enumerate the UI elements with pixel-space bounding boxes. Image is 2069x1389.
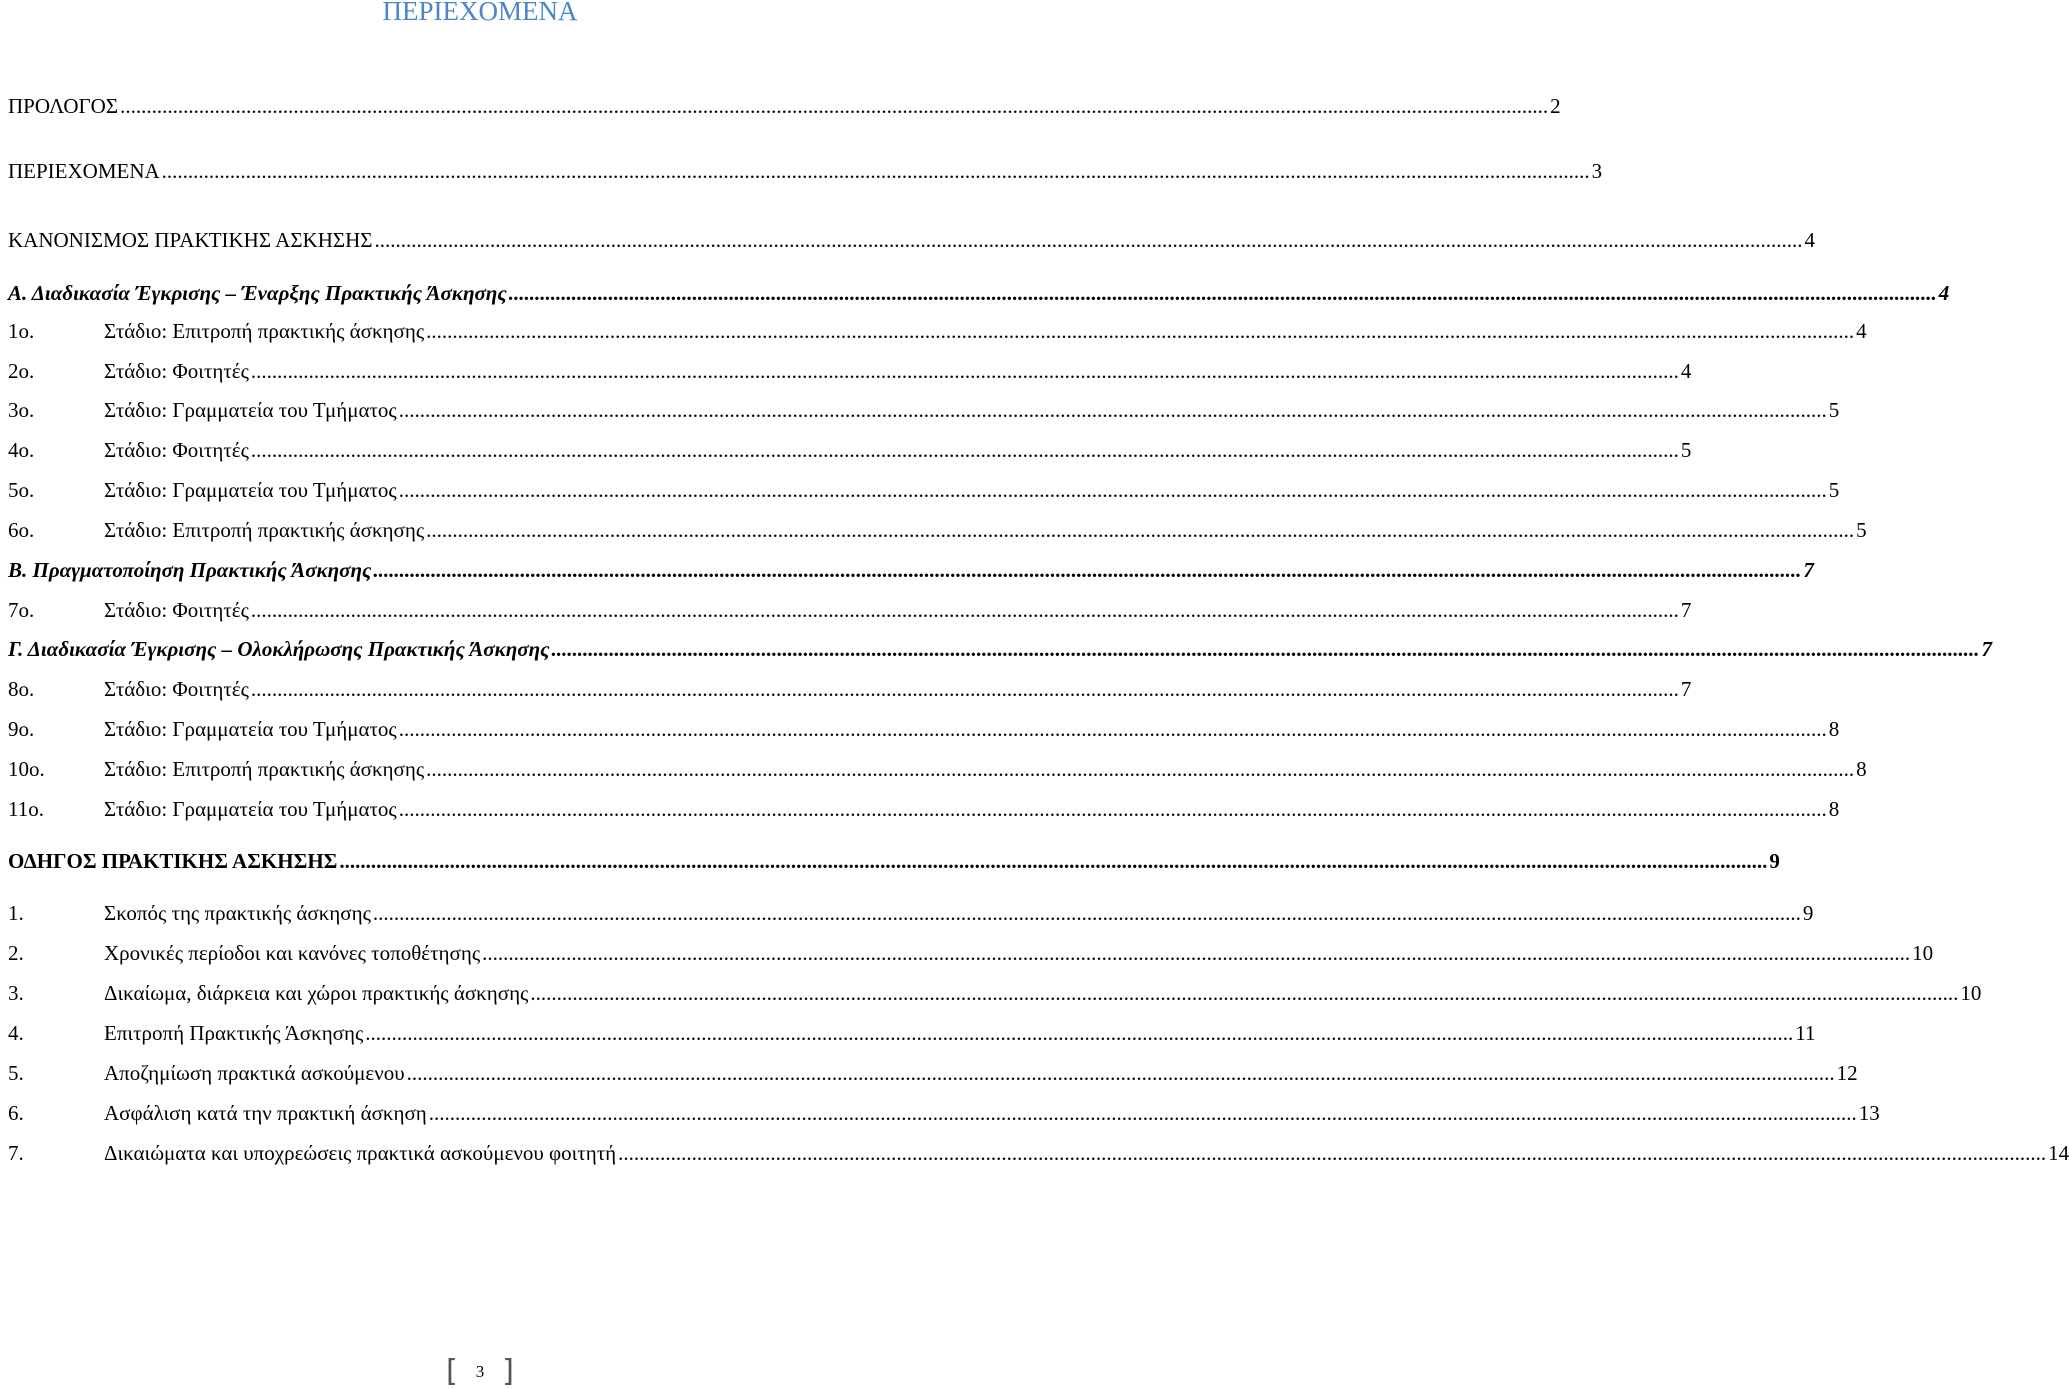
toc-entry-label: Στάδιο: Γραμματεία του Τμήματος [104, 478, 397, 502]
toc-entry-number: 4ο. [8, 438, 35, 462]
toc-entry-page-number: 7 [1981, 637, 1992, 661]
toc-entry-page-number: 5 [1828, 398, 1840, 422]
toc-entry-number: 10ο. [8, 757, 45, 781]
toc-entry-number: 7. [8, 1141, 24, 1165]
toc-entry-label: Ασφάλιση κατά την πρακτική άσκηση [104, 1101, 427, 1125]
toc-entry-page-number: 7 [1680, 677, 1692, 701]
toc-entry-number: 5ο. [8, 478, 35, 502]
dot-leader [162, 158, 1590, 184]
toc-entry-label: Δικαιώματα και υποχρεώσεις πρακτικά ασκούμενου φοιτητή [104, 1141, 617, 1165]
dot-leader [399, 477, 1827, 503]
toc-entry-label: Στάδιο: Φοιτητές [104, 359, 249, 383]
toc-entry-label: Β. Πραγματοποίηση Πρακτικής Άσκησης [8, 558, 372, 582]
toc-entry-page-number: 7 [1680, 598, 1692, 622]
toc-entry-page-number: 8 [1856, 757, 1867, 781]
toc-entry[interactable] [8, 280, 1950, 306]
dot-leader [373, 900, 1801, 926]
toc-entry-label: Στάδιο: Επιτροπή πρακτικής άσκησης [104, 319, 425, 343]
page-title: ΠΕΡΙΕΧΟΜΕΝΑ [382, 0, 578, 26]
dot-leader [482, 940, 1910, 966]
toc-entry-page-number: 8 [1828, 797, 1840, 821]
toc-entry-page-number: 9 [1769, 849, 1780, 873]
toc-entry-page-number: 3 [1591, 159, 1603, 183]
toc-entry-number: 7ο. [8, 598, 35, 622]
dot-leader [426, 517, 1854, 543]
footer-page-number: 3 [475, 1362, 485, 1381]
toc-entry-label: ΟΔΗΓΟΣ ΠΡΑΚΤΙΚΗΣ ΑΣΚΗΣΗΣ [8, 849, 338, 873]
dot-leader [251, 358, 1679, 384]
toc-entry-label: Στάδιο: Φοιτητές [104, 677, 249, 701]
toc-entry-page-number: 5 [1828, 478, 1840, 502]
toc-entry-label: Α. Διαδικασία Έγκρισης – Έναρξης Πρακτικής Άσκησης [8, 281, 507, 305]
page-footer [440, 1356, 520, 1388]
dot-leader [426, 756, 1854, 782]
toc-entry-label: ΠΡΟΛΟΓΟΣ [8, 94, 119, 118]
toc-entry-page-number: 11 [1795, 1021, 1816, 1045]
toc-entry-page-number: 10 [1960, 981, 1982, 1005]
toc-entry[interactable] [8, 716, 1840, 742]
toc-entry[interactable] [8, 397, 1840, 423]
toc-entry-page-number: 7 [1803, 558, 1814, 582]
toc-entry-page-number: 2 [1550, 94, 1561, 118]
toc-entry-label: Στάδιο: Φοιτητές [104, 598, 249, 622]
toc-entry-number: 2. [8, 941, 24, 965]
toc-entry-label: Στάδιο: Γραμματεία του Τμήματος [104, 797, 397, 821]
toc-entry-label: Σκοπός της πρακτικής άσκησης [104, 901, 371, 925]
toc-entry-number: 5. [8, 1061, 24, 1085]
toc-entry-label: ΠΕΡΙΕΧΟΜΕΝΑ [8, 159, 160, 183]
right-brace-ornament: ] [502, 1354, 514, 1389]
toc-entry-page-number: 14 [2048, 1141, 2069, 1165]
toc-entry-number: 4. [8, 1021, 24, 1045]
dot-leader [530, 980, 1958, 1006]
toc-entry-label: Αποζημίωση πρακτικά ασκούμενου [104, 1061, 405, 1085]
toc-entry[interactable] [8, 756, 1867, 782]
toc-entry[interactable] [8, 557, 1814, 583]
dot-leader [399, 397, 1827, 423]
toc-entry[interactable] [8, 940, 1934, 966]
toc-entry-label: Δικαίωμα, διάρκεια και χώροι πρακτικής άσκησης [104, 981, 529, 1005]
toc-entry-page-number: 12 [1836, 1061, 1858, 1085]
toc-entry-page-number: 4 [1938, 281, 1950, 305]
dot-leader [365, 1020, 1793, 1046]
toc-entry[interactable] [8, 1140, 2069, 1166]
toc-entry-page-number: 4 [1856, 319, 1867, 343]
toc-entry[interactable] [8, 318, 1867, 344]
toc-entry[interactable] [8, 93, 1561, 119]
toc-entry[interactable] [8, 676, 1692, 702]
toc-entry-number: 6. [8, 1101, 24, 1125]
toc-entry-page-number: 8 [1828, 717, 1840, 741]
dot-leader [618, 1140, 2046, 1166]
toc-entry-label: Στάδιο: Γραμματεία του Τμήματος [104, 398, 397, 422]
toc-entry-label: Γ. Διαδικασία Έγκρισης – Ολοκλήρωσης Πρακτικής Άσκησης [8, 637, 550, 661]
toc-entry[interactable] [8, 358, 1692, 384]
dot-leader [373, 557, 1801, 583]
toc-entry-number: 11ο. [8, 797, 44, 821]
dot-leader [375, 227, 1803, 253]
toc-entry-number: 6ο. [8, 518, 35, 542]
toc-entry-label: Στάδιο: Επιτροπή πρακτικής άσκησης [104, 757, 425, 781]
dot-leader [120, 93, 1548, 119]
toc-entry-number: 3ο. [8, 398, 35, 422]
toc-entry-number: 9ο. [8, 717, 35, 741]
toc-entry-label: Χρονικές περίοδοι και κανόνες τοποθέτησης [104, 941, 481, 965]
toc-entry[interactable] [8, 477, 1840, 503]
dot-leader [251, 676, 1679, 702]
toc-entry[interactable] [8, 227, 1815, 253]
dot-leader [551, 636, 1979, 662]
dot-leader [339, 848, 1767, 874]
toc-entry-number: 3. [8, 981, 24, 1005]
toc-entry-number: 8ο. [8, 677, 35, 701]
dot-leader [407, 1060, 1835, 1086]
toc-entry-label: Στάδιο: Φοιτητές [104, 438, 249, 462]
toc-entry[interactable] [8, 158, 1603, 184]
dot-leader [251, 597, 1679, 623]
toc-entry-label: ΚΑΝΟΝΙΣΜΟΣ ΠΡΑΚΤΙΚΗΣ ΑΣΚΗΣΗΣ [8, 228, 373, 252]
toc-entry-label: Επιτροπή Πρακτικής Άσκησης [104, 1021, 364, 1045]
toc-entry[interactable] [8, 636, 1992, 662]
toc-entry-label: Στάδιο: Επιτροπή πρακτικής άσκησης [104, 518, 425, 542]
dot-leader [251, 437, 1679, 463]
toc-entry[interactable] [8, 597, 1692, 623]
left-brace-ornament: [ [446, 1354, 458, 1389]
toc-entry-page-number: 4 [1804, 228, 1815, 252]
toc-entry[interactable] [8, 900, 1814, 926]
dot-leader [426, 318, 1854, 344]
toc-entry-page-number: 10 [1912, 941, 1934, 965]
toc-entry-page-number: 13 [1858, 1101, 1880, 1125]
toc-entry[interactable] [8, 796, 1840, 822]
dot-leader [429, 1100, 1857, 1126]
toc-entry[interactable] [8, 437, 1692, 463]
toc-entry-page-number: 4 [1680, 359, 1692, 383]
toc-entry-page-number: 5 [1856, 518, 1867, 542]
toc-entry-number: 1ο. [8, 319, 35, 343]
dot-leader [399, 796, 1827, 822]
dot-leader [399, 716, 1827, 742]
toc-entry[interactable] [8, 1020, 1816, 1046]
toc-entry[interactable] [8, 1060, 1858, 1086]
toc-entry-number: 1. [8, 901, 24, 925]
dot-leader [509, 280, 1937, 306]
toc-entry[interactable] [8, 980, 1982, 1006]
toc-entry-number: 2ο. [8, 359, 35, 383]
toc-entry-page-number: 5 [1680, 438, 1692, 462]
toc-entry[interactable] [8, 1100, 1880, 1126]
toc-entry-label: Στάδιο: Γραμματεία του Τμήματος [104, 717, 397, 741]
toc-entry-page-number: 9 [1802, 901, 1814, 925]
toc-entry[interactable] [8, 848, 1780, 874]
toc-entry[interactable] [8, 517, 1867, 543]
